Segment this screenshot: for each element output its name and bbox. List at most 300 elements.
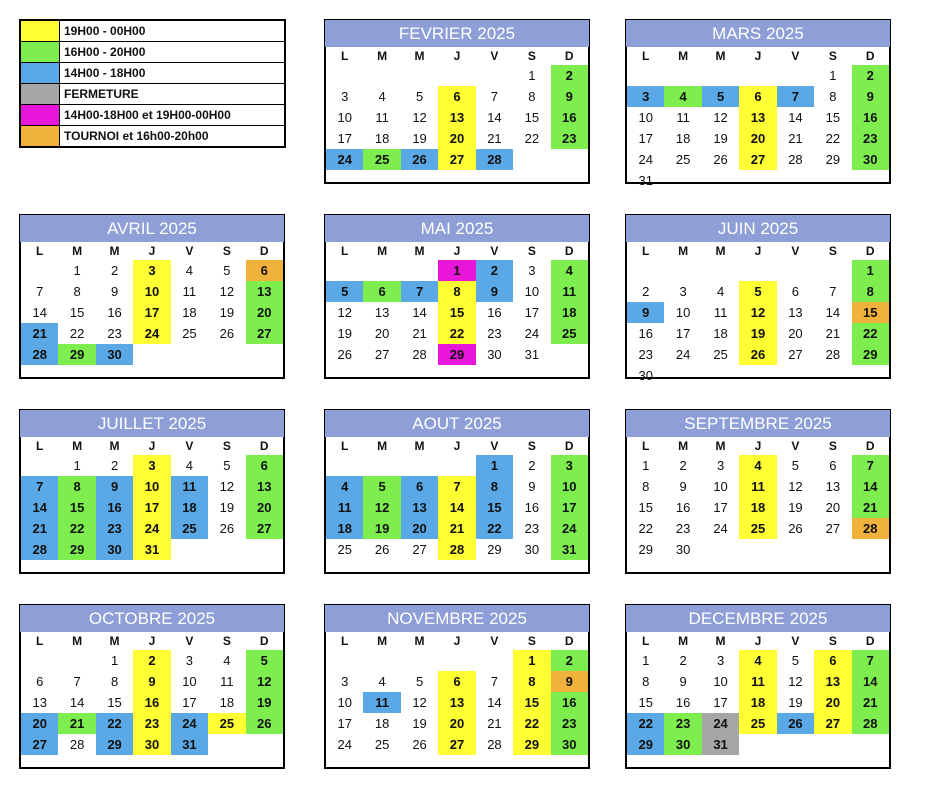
weekday-label: D [259,244,269,258]
weekday-label: M [109,244,120,258]
weekday-label: V [185,439,194,453]
day-cell: 27 [438,734,475,755]
day-cell: 28 [487,737,502,752]
weekday-label: D [865,439,875,453]
weekday-label: D [865,634,875,648]
weekday-label: L [36,634,44,648]
day-cell: 12 [219,284,235,299]
weekday-label: V [490,244,499,258]
day-cell: 19 [337,326,352,341]
weekday-label: J [453,439,461,453]
month-title: FEVRIER 2025 [325,20,589,47]
day-cell: 15 [438,302,475,323]
day-cell: 4 [185,263,194,278]
weekday-label: J [754,439,762,453]
day-cell: 3 [716,653,725,668]
day-cell: 18 [739,497,776,518]
day-cell: 13 [246,281,283,302]
day-cell: 17 [182,695,197,710]
weekday-header [627,242,889,260]
day-cell: 2 [642,284,650,299]
day-cell: 12 [412,695,427,710]
day-cell: 3 [679,284,687,299]
day-cell: 10 [675,305,691,320]
day-cell: 9 [551,671,588,692]
day-cell: 8 [852,281,889,302]
day-cell: 29 [627,734,664,755]
day-cell: 5 [246,650,283,671]
day-cell: 4 [664,86,701,107]
day-cell: 13 [788,305,803,320]
day-cell: 10 [713,479,728,494]
month-title: MAI 2025 [325,215,589,242]
empty-cell [326,650,363,671]
day-cell: 17 [133,302,170,323]
weekday-label: J [754,49,762,63]
day-cell: 5 [415,674,424,689]
day-cell: 8 [642,674,650,689]
day-cell: 15 [58,497,95,518]
day-cell: 20 [246,302,283,323]
empty-cell [476,650,513,671]
days-grid [627,650,889,755]
day-cell: 4 [739,455,776,476]
day-cell: 24 [133,323,170,344]
weekday-label: M [72,439,83,453]
day-cell: 17 [713,695,728,710]
day-cell: 15 [638,500,653,515]
day-cell: 30 [524,542,540,557]
day-cell: 18 [326,518,363,539]
month-title: JUIN 2025 [626,215,890,242]
weekday-label: M [109,439,120,453]
day-cell: 14 [32,305,47,320]
weekday-label: M [414,634,425,648]
day-cell: 29 [96,734,133,755]
day-cell: 10 [713,674,728,689]
weekday-label: M [414,439,425,453]
day-cell: 10 [182,674,197,689]
day-cell: 11 [676,110,690,125]
weekday-label: J [453,244,461,258]
day-cell: 16 [852,107,889,128]
day-cell: 4 [739,650,776,671]
day-cell: 9 [852,86,889,107]
day-cell: 11 [739,476,776,497]
day-cell: 30 [852,149,889,170]
empty-cell [326,455,363,476]
day-cell: 8 [642,479,650,494]
day-cell: 23 [96,518,133,539]
month-title: MARS 2025 [626,20,890,47]
day-cell: 21 [438,518,475,539]
day-cell: 17 [133,497,170,518]
weekday-label: S [527,244,536,258]
day-cell: 26 [219,521,235,536]
day-cell: 15 [524,110,540,125]
day-cell: 5 [363,476,400,497]
day-cell: 19 [246,692,283,713]
month-calendar [625,19,891,188]
weekday-label: D [865,244,875,258]
day-cell: 24 [133,518,170,539]
legend-swatch [21,105,60,125]
day-cell: 6 [246,455,283,476]
day-cell: 15 [107,695,122,710]
day-cell: 2 [110,458,119,473]
day-cell: 12 [788,674,803,689]
weekday-label: S [222,244,231,258]
day-cell: 25 [337,542,352,557]
day-cell: 22 [638,521,653,536]
day-cell: 22 [58,518,95,539]
day-cell: 27 [739,149,776,170]
day-cell: 16 [96,497,133,518]
empty-cell [21,455,58,476]
day-cell: 7 [21,476,58,497]
day-cell: 8 [528,89,536,104]
empty-cell [438,455,475,476]
day-cell: 13 [438,692,475,713]
legend-label: 16H00 - 20H00 [64,45,146,59]
day-cell: 20 [825,500,841,515]
days-grid [627,65,889,191]
day-cell: 23 [675,521,691,536]
day-cell: 24 [337,737,352,752]
day-cell: 22 [513,713,550,734]
day-cell: 26 [337,347,352,362]
day-cell: 11 [363,692,400,713]
day-cell: 20 [374,326,390,341]
weekday-header [326,437,588,455]
day-cell: 11 [220,674,234,689]
day-cell: 16 [675,500,691,515]
day-cell: 5 [223,263,231,278]
empty-cell [58,650,95,671]
day-cell: 29 [825,152,841,167]
weekday-label: L [341,439,349,453]
month-title: AVRIL 2025 [20,215,284,242]
day-cell: 12 [788,479,803,494]
day-cell: 19 [788,500,803,515]
day-cell: 25 [551,323,588,344]
day-cell: 10 [551,476,588,497]
day-cell: 21 [852,692,889,713]
days-grid [326,455,588,560]
legend-item [21,63,284,84]
day-cell: 23 [551,713,588,734]
day-cell: 25 [713,347,728,362]
day-cell: 25 [171,518,208,539]
month-title: SEPTEMBRE 2025 [626,410,890,437]
weekday-label: M [377,634,388,648]
day-cell: 29 [852,344,889,365]
day-cell: 20 [814,692,851,713]
day-cell: 28 [69,737,85,752]
day-cell: 30 [96,344,133,365]
weekday-label: M [715,244,726,258]
day-cell: 12 [337,305,352,320]
day-cell: 6 [401,476,438,497]
day-cell: 12 [246,671,283,692]
day-cell: 9 [528,479,536,494]
day-cell: 22 [524,131,540,146]
day-cell: 20 [246,497,283,518]
day-cell: 21 [21,518,58,539]
day-cell: 7 [73,674,81,689]
day-cell: 1 [513,650,550,671]
month-calendar [19,409,285,574]
empty-cell [401,650,438,671]
day-cell: 11 [739,671,776,692]
day-cell: 6 [36,674,44,689]
day-cell: 8 [73,284,81,299]
day-cell: 8 [829,89,837,104]
weekday-label: V [791,49,800,63]
day-cell: 2 [528,458,536,473]
empty-cell [739,65,776,86]
weekday-label: M [715,634,726,648]
day-cell: 8 [58,476,95,497]
day-cell: 9 [110,284,119,299]
day-cell: 11 [326,497,363,518]
month-title: NOVEMBRE 2025 [325,605,589,632]
day-cell: 21 [412,326,427,341]
weekday-label: L [341,49,349,63]
day-cell: 25 [675,152,691,167]
day-cell: 29 [638,542,653,557]
empty-cell [702,260,739,281]
day-cell: 12 [713,110,728,125]
day-cell: 18 [182,305,197,320]
day-cell: 24 [702,713,739,734]
day-cell: 17 [675,326,691,341]
day-cell: 28 [852,713,889,734]
legend-label: 19H00 - 00H00 [64,24,146,38]
day-cell: 14 [487,110,502,125]
day-cell: 7 [438,476,475,497]
day-cell: 17 [337,716,352,731]
day-cell: 9 [96,476,133,497]
weekday-label: L [341,244,349,258]
weekday-label: J [148,634,156,648]
day-cell: 14 [21,497,58,518]
day-cell: 21 [21,323,58,344]
day-cell: 18 [171,497,208,518]
day-cell: 14 [852,671,889,692]
day-cell: 31 [133,539,170,560]
day-cell: 13 [825,479,841,494]
legend [19,19,286,148]
day-cell: 6 [438,86,475,107]
day-cell: 21 [825,326,841,341]
weekday-label: M [109,634,120,648]
empty-cell [627,65,664,86]
day-cell: 13 [374,305,390,320]
day-cell: 14 [69,695,85,710]
legend-item [21,21,284,42]
month-calendar [324,214,590,379]
weekday-label: V [490,49,499,63]
day-cell: 24 [524,326,540,341]
day-cell: 6 [438,671,475,692]
day-cell: 25 [739,518,776,539]
weekday-label: J [148,244,156,258]
empty-cell [702,65,739,86]
day-cell: 13 [401,497,438,518]
day-cell: 6 [739,86,776,107]
day-cell: 18 [374,716,390,731]
weekday-label: V [490,634,499,648]
day-cell: 20 [401,518,438,539]
day-cell: 24 [171,713,208,734]
weekday-label: D [259,439,269,453]
day-cell: 17 [638,131,653,146]
day-cell: 27 [814,713,851,734]
day-cell: 5 [791,653,800,668]
weekday-label: S [527,439,536,453]
day-cell: 17 [337,131,352,146]
day-cell: 7 [490,674,499,689]
day-cell: 25 [182,326,197,341]
day-cell: 3 [341,89,349,104]
legend-label: FERMETURE [64,87,139,101]
weekday-label: D [259,634,269,648]
day-cell: 24 [551,518,588,539]
day-cell: 9 [627,302,664,323]
day-cell: 23 [487,326,502,341]
legend-label: TOURNOI et 16h00-20h00 [64,129,209,143]
weekday-label: D [865,49,875,63]
day-cell: 16 [638,326,653,341]
day-cell: 2 [551,650,588,671]
day-cell: 5 [702,86,739,107]
legend-item [21,42,284,63]
day-cell: 31 [524,347,540,362]
day-cell: 16 [487,305,502,320]
weekday-label: M [377,49,388,63]
day-cell: 12 [412,110,427,125]
day-cell: 27 [246,323,283,344]
legend-label: 14H00 - 18H00 [64,66,146,80]
day-cell: 11 [171,476,208,497]
empty-cell [814,260,851,281]
weekday-label: S [527,49,536,63]
day-cell: 16 [107,305,122,320]
legend-swatch [21,126,60,146]
legend-item [21,105,284,126]
day-cell: 28 [852,518,889,539]
day-cell: 27 [412,542,427,557]
day-cell: 9 [551,86,588,107]
day-cell: 8 [513,671,550,692]
day-cell: 14 [412,305,427,320]
day-cell: 23 [524,521,540,536]
day-cell: 1 [829,68,837,83]
day-cell: 18 [675,131,691,146]
days-grid [21,260,283,365]
weekday-label: M [72,634,83,648]
day-cell: 9 [679,479,687,494]
weekday-label: J [754,634,762,648]
day-cell: 28 [21,344,58,365]
empty-cell [363,260,400,281]
day-cell: 25 [208,713,245,734]
weekday-label: S [527,634,536,648]
day-cell: 7 [490,89,499,104]
legend-item [21,126,284,146]
day-cell: 26 [713,152,728,167]
day-cell: 29 [58,344,95,365]
day-cell: 30 [133,734,170,755]
day-cell: 18 [713,326,728,341]
day-cell: 26 [219,326,235,341]
weekday-label: S [222,634,231,648]
legend-swatch [21,84,60,104]
month-title: JUILLET 2025 [20,410,284,437]
day-cell: 19 [412,716,427,731]
day-cell: 27 [438,149,475,170]
day-cell: 5 [415,89,424,104]
day-cell: 14 [852,476,889,497]
days-grid [627,455,889,560]
day-cell: 4 [551,260,588,281]
day-cell: 1 [642,458,650,473]
day-cell: 1 [642,653,650,668]
day-cell: 4 [326,476,363,497]
day-cell: 16 [551,107,588,128]
day-cell: 7 [852,455,889,476]
weekday-label: S [828,244,837,258]
day-cell: 14 [825,305,841,320]
day-cell: 11 [375,110,389,125]
day-cell: 15 [852,302,889,323]
weekday-label: S [828,49,837,63]
weekday-label: L [36,439,44,453]
weekday-label: V [791,244,800,258]
day-cell: 2 [679,653,687,668]
day-cell: 2 [133,650,170,671]
day-cell: 16 [524,500,540,515]
day-cell: 26 [246,713,283,734]
day-cell: 20 [438,713,475,734]
day-cell: 27 [825,521,841,536]
day-cell: 1 [476,455,513,476]
day-cell: 28 [788,152,803,167]
day-cell: 5 [791,458,800,473]
weekday-label: D [564,244,574,258]
day-cell: 30 [638,368,653,383]
weekday-header [627,632,889,650]
day-cell: 4 [378,674,386,689]
day-cell: 31 [551,539,588,560]
day-cell: 2 [852,65,889,86]
day-cell: 23 [664,713,701,734]
weekday-label: M [414,49,425,63]
day-cell: 28 [21,539,58,560]
day-cell: 22 [476,518,513,539]
day-cell: 12 [363,497,400,518]
weekday-label: S [828,634,837,648]
weekday-label: M [72,244,83,258]
weekday-label: S [222,439,231,453]
day-cell: 10 [638,110,653,125]
empty-cell [326,260,363,281]
month-calendar [625,214,891,383]
day-cell: 15 [69,305,85,320]
day-cell: 22 [825,131,841,146]
legend-label: 14H00-18H00 et 19H00-00H00 [64,108,231,122]
